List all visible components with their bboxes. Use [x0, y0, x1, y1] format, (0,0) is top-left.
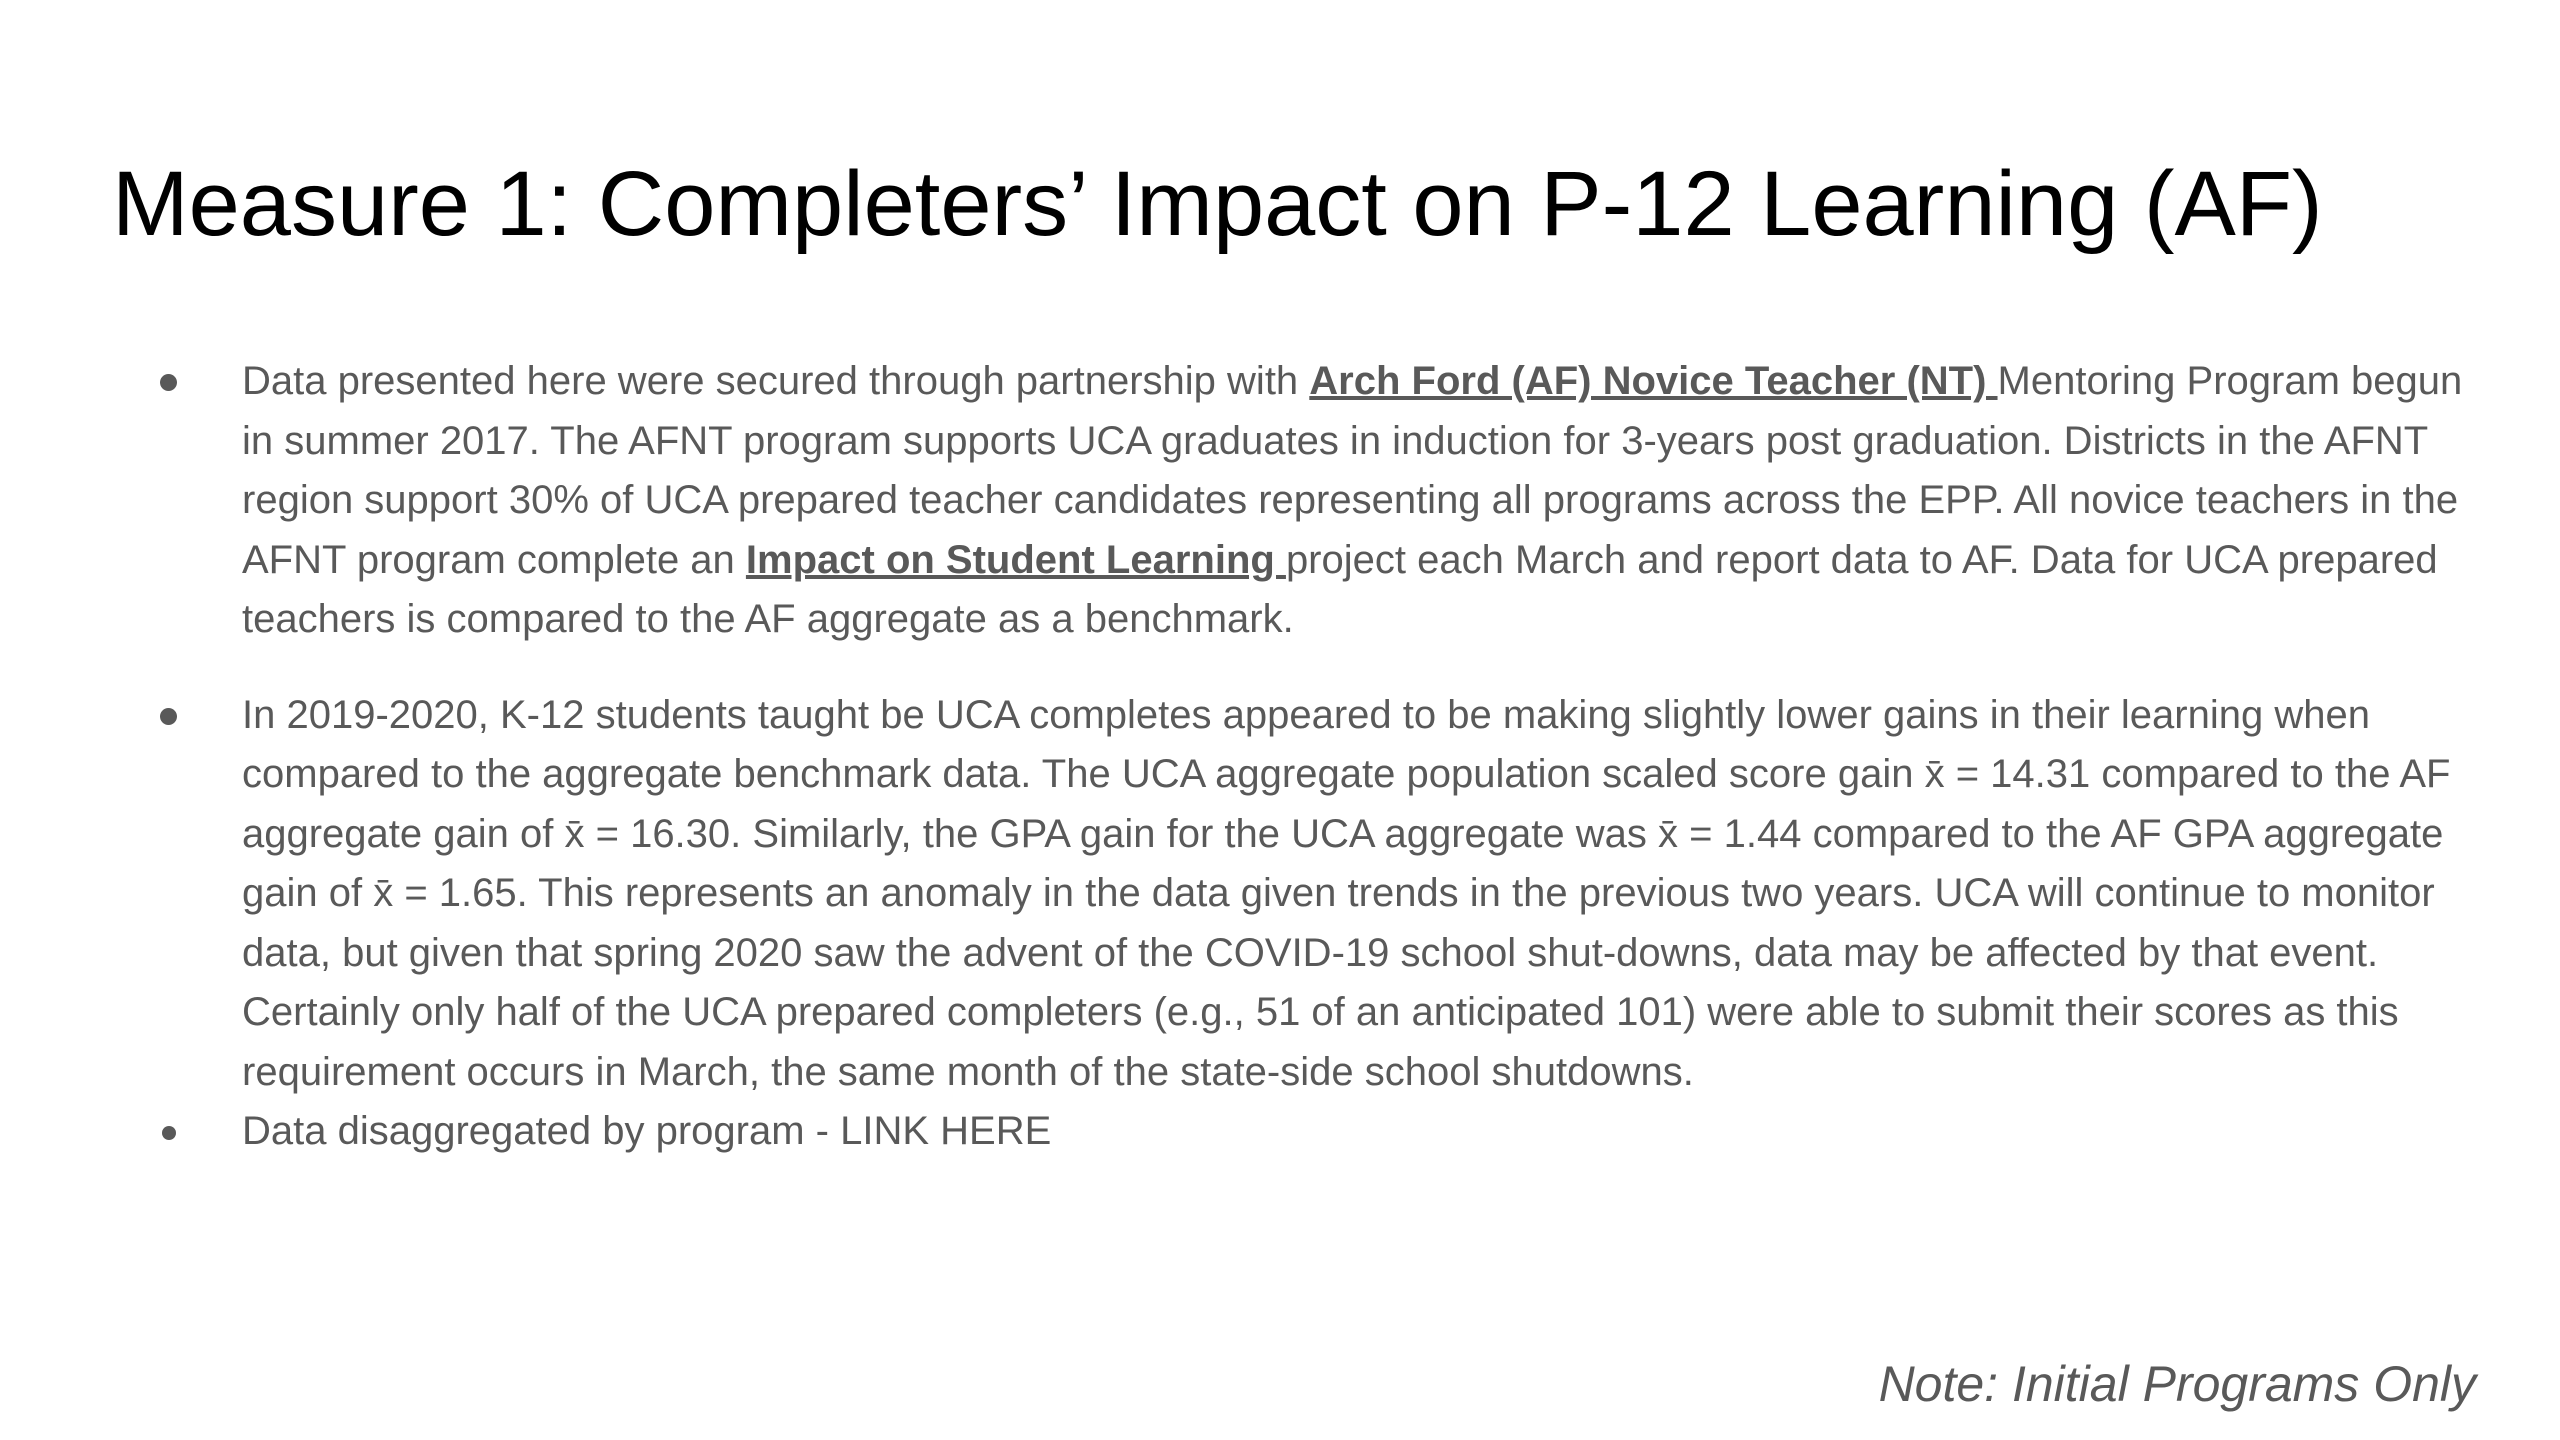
bullet-item-2019-2020-results	[0, 686, 2472, 1103]
bullet-text: project each March and report data to AF. Data for UCA prepared teachers is compared to the AF aggregate as a benchmark.	[242, 537, 2438, 641]
bullet-item-partnership	[0, 352, 2472, 650]
bullet-item-disaggregated-data	[0, 1102, 2472, 1162]
bullet-text: Data disaggregated by program - LINK HERE	[242, 1109, 1052, 1153]
bullet-text: In 2019-2020, K-12 students taught be UCA completes appeared to be making slightly lower gains in their learning when compared to the aggregate benchmark data. The UCA aggregate population scaled score gain x̄ = 14.31 compared to the AF aggregate gain of x̄ = 16.30. Similarly, the GPA gain for the UCA aggregate was x̄ = 1.44 compared to the AF GPA aggregate gain of x̄ = 1.65. This represents an anomaly in the data given trends in the previous two years. UCA will continue to monitor data, but given that spring 2020 saw the advent of the COVID-19 school shut-downs, data may be affected by that event. Certainly only half of the UCA prepared completers (e.g., 51 of an anticipated 101) were able to submit their scores as this requirement occurs in March, the same month of the state-side school shutdowns.	[242, 692, 2451, 1094]
bullet-text: Data presented here were secured through partnership with	[242, 359, 1310, 403]
bullet-list	[0, 352, 2560, 1162]
arch-ford-novice-teacher-link[interactable]: Arch Ford (AF) Novice Teacher (NT)	[1309, 359, 1998, 403]
footer-note: Note: Initial Programs Only	[1878, 1356, 2476, 1412]
bullet-dot-icon	[160, 708, 177, 725]
impact-on-student-learning-link[interactable]: Impact on Student Learning	[745, 537, 1286, 582]
bullet-dot-icon	[160, 374, 177, 391]
slide-title: Measure 1: Completers’ Impact on P-12 Learning (AF)	[112, 153, 2323, 255]
bullet-dot-icon	[162, 1126, 176, 1140]
bullet-text: Mentoring Program begun in summer 2017. The AFNT program supports UCA graduates in induction for 3-years post graduation. Districts in the AFNT region support 30% of UCA prepared teacher candidates representing all programs across the EPP. All novice teachers in the AFNT program complete an	[242, 359, 2463, 582]
